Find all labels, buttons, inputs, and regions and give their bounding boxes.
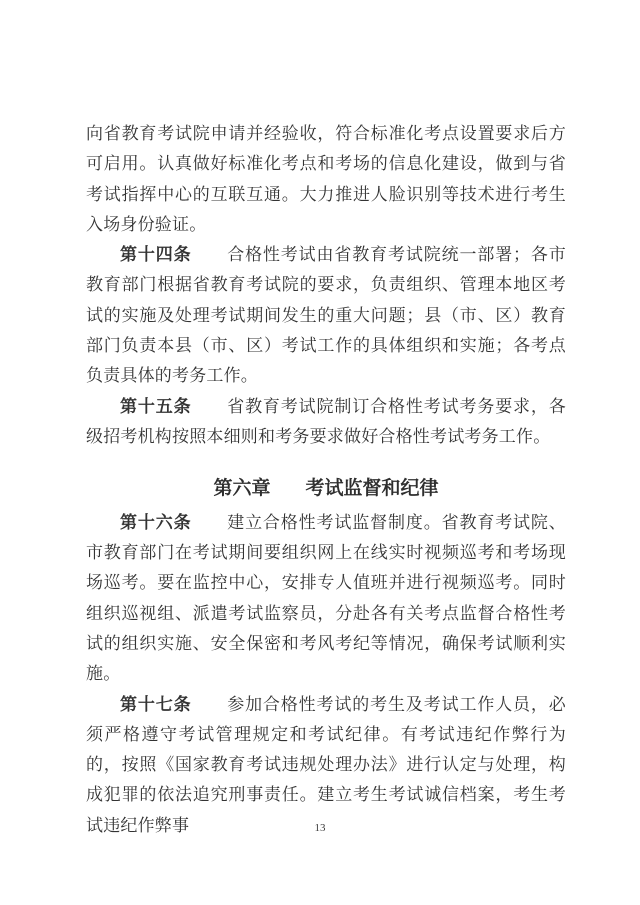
- chapter-title: 考试监督和纪律: [305, 478, 439, 500]
- body-paragraph: [86, 392, 566, 453]
- chapter-heading: [86, 474, 566, 505]
- article-number: 第十四条: [120, 245, 192, 265]
- text-block: [86, 119, 566, 841]
- paragraph-text: 合格性考试由省教育考试院统一部署；各市教育部门根据省教育考试院的要求，负责组织、管理本地区考试的实施及处理考试期间发生的重大问题；县（市、区）教育部门负责本县（市、区）考试工作的具体组织和实施；各考点负责具体的考务工作。: [86, 245, 566, 386]
- body-paragraph: [86, 240, 566, 391]
- paragraph-text: 建立合格性考试监督制度。省教育考试院、市教育部门在考试期间要组织网上在线实时视频巡考和考场现场巡考。要在监控中心，安排专人值班并进行视频巡考。同时组织巡视组、派遣考试监察员，分赴各有关考点监督合格性考试的组织实施、安全保密和考风考纪等情况，确保考试顺利实施。: [86, 512, 566, 684]
- paragraph-text: 参加合格性考试的考生及考试工作人员，必须严格遵守考试管理规定和考试纪律。有考试违纪作弊行为的，按照《国家教育考试违规处理办法》进行认定与处理，构成犯罪的依法追究刑事责任。建立考生考试诚信档案，考生考试违纪作弊事: [86, 694, 566, 835]
- body-paragraph: [86, 119, 566, 240]
- body-paragraph: [86, 508, 566, 690]
- paragraph-text: 向省教育考试院申请并经验收，符合标准化考点设置要求后方可启用。认真做好标准化考点和考场的信息化建设，做到与省考试指挥中心的互联互通。大力推进人脸识别等技术进行考生入场身份验证。: [86, 124, 566, 234]
- body-paragraph: [86, 690, 566, 841]
- article-number: 第十六条: [120, 512, 192, 532]
- paragraph-text: 省教育考试院制订合格性考试考务要求，各级招考机构按照本细则和考务要求做好合格性考试考务工作。: [86, 396, 566, 446]
- page-number: 13: [314, 822, 326, 834]
- article-number: 第十五条: [120, 396, 192, 416]
- chapter-number: 第六章: [213, 478, 271, 500]
- article-number: 第十七条: [120, 694, 192, 714]
